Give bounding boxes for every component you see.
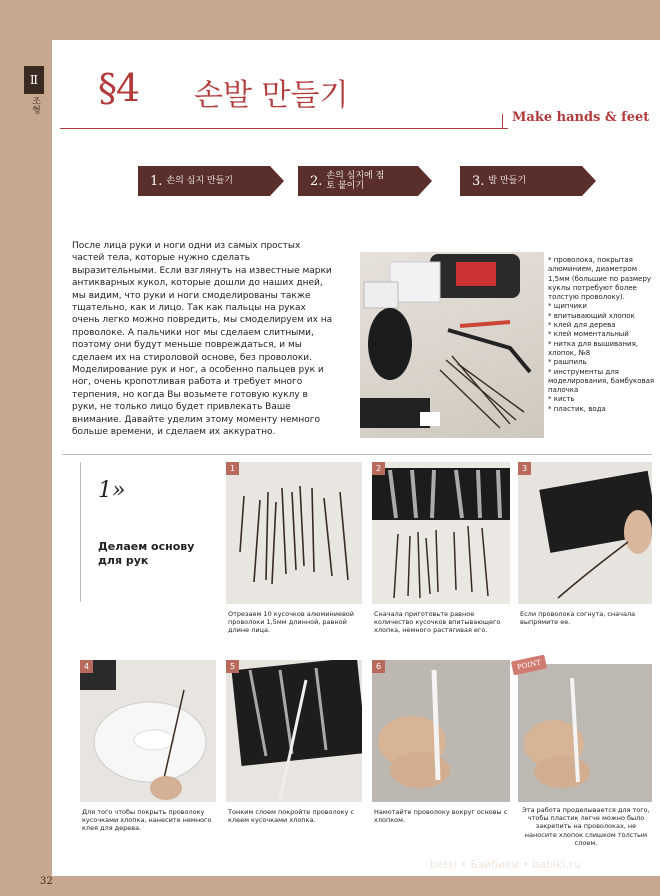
material-item: * нитка для вышивания, хлопок, №8 xyxy=(548,339,639,357)
step-number: 3. xyxy=(472,173,485,189)
material-item: * кисть xyxy=(548,395,575,404)
material-item: * проволока, покрытая алюминием, диаметром 1,5мм (большие по размеру куклы потребуют более толстую проволоку). xyxy=(548,256,652,302)
page-number: 32 xyxy=(40,876,53,887)
step-number-badge: 3 xyxy=(518,462,531,475)
english-title: Make hands & feet xyxy=(512,110,650,125)
step-2 xyxy=(298,166,418,196)
stage-number: 1» xyxy=(98,478,126,503)
section-title: 손발 만들기 xyxy=(194,78,349,113)
step-photo-6 xyxy=(372,660,510,802)
winding-wire-illustration xyxy=(372,660,510,802)
step-caption: Тонким слоем покройте проволоку с клеем кусочками хлопка. xyxy=(228,808,355,825)
cotton-wrap-illustration xyxy=(226,660,362,802)
step-photo-3 xyxy=(518,462,652,604)
material-item: * пластик, вода xyxy=(548,404,606,413)
step-photo-1 xyxy=(226,462,362,604)
step-number-badge: 2 xyxy=(372,462,385,475)
step-label: 발 만들기 xyxy=(488,176,527,186)
step-photo-2 xyxy=(372,462,510,604)
step-number: 2. xyxy=(310,173,323,189)
step-number-badge: 4 xyxy=(80,660,93,673)
step-photo-4 xyxy=(80,660,216,802)
step-label: 손의 심지 만들기 xyxy=(166,176,233,186)
step-caption: Сначала приготовьте равное количество кусочков впитывающего хлопка, немного растягивая его. xyxy=(374,610,501,635)
stage-title: Делаем основу для рук xyxy=(98,540,195,567)
glue-plate-illustration xyxy=(80,660,216,802)
steps-grid-top-rule xyxy=(62,454,652,455)
wire-pieces-illustration xyxy=(226,462,362,604)
step-caption: Для того чтобы покрыть проволоку кусочками хлопка, нанесите немного клея для дерева. xyxy=(82,808,212,833)
point-badge: POINT xyxy=(511,655,547,676)
materials-photo xyxy=(360,252,544,438)
step-photo-7 xyxy=(518,664,652,802)
step-number-badge: 6 xyxy=(372,660,385,673)
materials-list xyxy=(548,256,656,414)
watermark: betsi • Бэйбики • babiki.ru xyxy=(430,858,581,871)
step-caption: Эта работа проделывается для того, чтобы пластик легче можно было закрепить на проволоках, не наносите хлопок слишком толстым слоем. xyxy=(522,806,650,847)
header-rule-tick xyxy=(502,114,503,128)
material-item: * клей моментальный xyxy=(548,330,629,339)
material-item: * инструменты для моделирования, бамбуковая палочка xyxy=(548,367,655,395)
material-item: * клей для дерева xyxy=(548,321,616,330)
cotton-strips-illustration xyxy=(372,462,510,604)
material-item: * щипчики xyxy=(548,302,587,311)
step-label: 손의 심지에 점토 붙이기 xyxy=(326,171,385,191)
chapter-tab: Ⅱ xyxy=(24,66,44,94)
step-caption: Если проволока согнута, сначала выпрямите ее. xyxy=(520,610,636,627)
header-rule xyxy=(60,128,508,129)
step-photo-5 xyxy=(226,660,362,802)
material-item: * рашпиль xyxy=(548,358,587,367)
materials-illustration xyxy=(360,252,544,438)
step-3 xyxy=(460,166,582,196)
section-number: §4 xyxy=(98,66,140,110)
intro-paragraph: После лица руки и ноги одни из самых простых частей тела, которые нужно сделать выразительными. Если взглянуть на известные марки антикварных кукол, которые дошли до наших дней, мы видим, что руки и ноги смоделированы также тщательно, как и лицо. Так как пальцы на руках очень легко можно повредить, мы смоделируем их на проволоке. А пальчики ног мы сделаем слитными, поэтому они будут меньше повреждаться, и мы сделаем их на стироловой основе, без проволоки. Моделирование рук и ног, а особенно пальцев рук и ног, очень кропотливая работа и требует много терпения, но когда Вы возьмете готовую куклу в руки, не только лицо будет привлекать Ваше внимание. Давайте уделим этому моменту немного больше времени, и сделаем их аккуратно. xyxy=(72,241,333,438)
step-number-badge: 5 xyxy=(226,660,239,673)
chapter-label: 조형 xyxy=(30,96,40,114)
step-caption: Отрезаем 10 кусочков алюминиевой проволоки 1,5мм длинной, равной длине лица. xyxy=(228,610,354,635)
step-1 xyxy=(138,166,270,196)
material-item: * впитывающий хлопок xyxy=(548,311,635,320)
step-caption: Намотайте проволоку вокруг основы с хлопком. xyxy=(374,808,508,825)
straightening-wire-illustration xyxy=(518,462,652,604)
step-number: 1. xyxy=(150,173,163,189)
step-number-badge: 1 xyxy=(226,462,239,475)
finished-wire-illustration xyxy=(518,664,652,802)
